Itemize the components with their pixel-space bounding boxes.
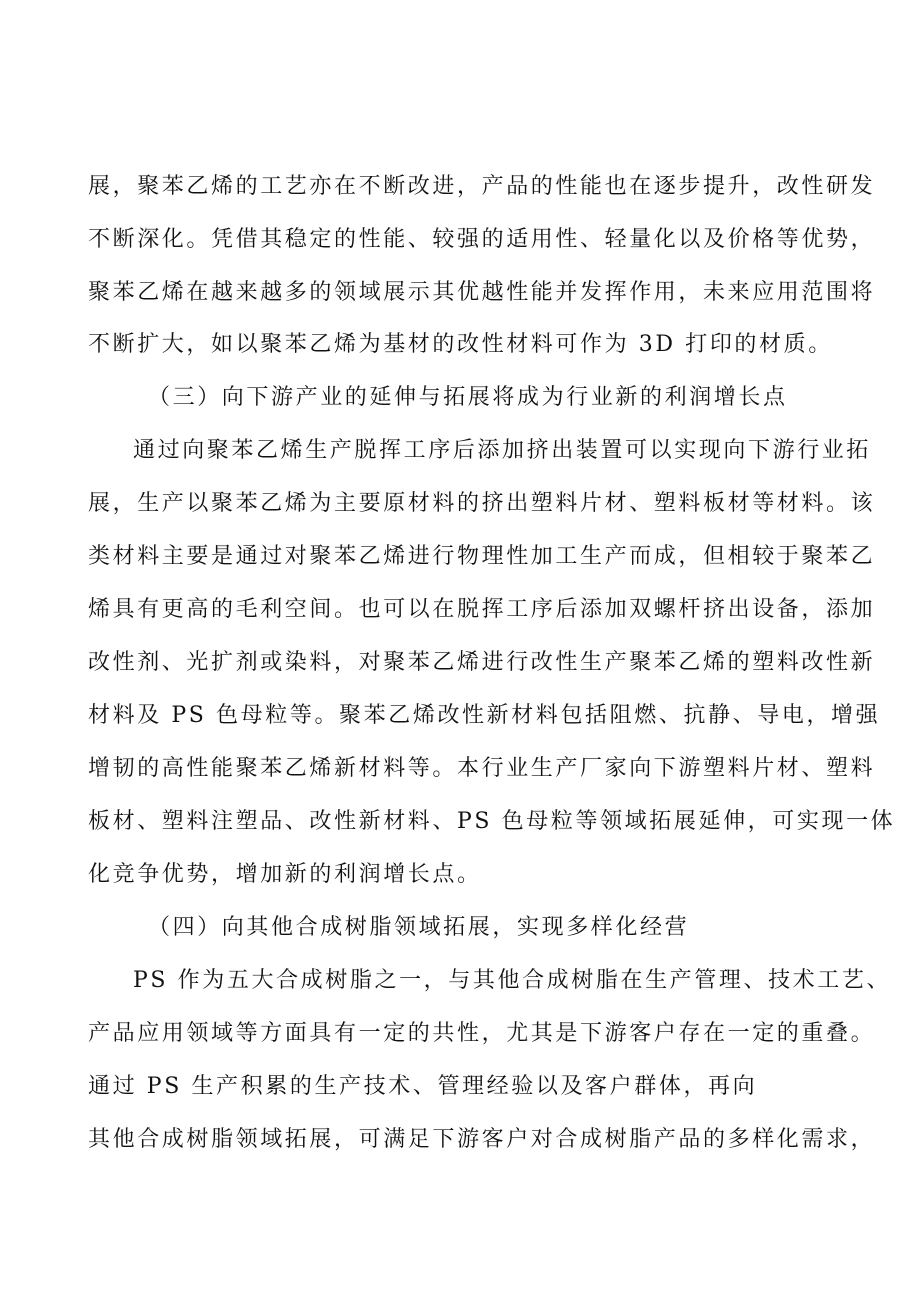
paragraph-line: 类材料主要是通过对聚苯乙烯进行物理性加工生产而成，但相较于聚苯乙 xyxy=(88,544,876,569)
paragraph-line: 其他合成树脂领域拓展，可满足下游客户对合成树脂产品的多样化需求， xyxy=(88,1127,876,1152)
paragraph-line: 改性剂、光扩剂或染料，对聚苯乙烯进行改性生产聚苯乙烯的塑料改性新 xyxy=(88,650,876,675)
paragraph-line: 展，生产以聚苯乙烯为主要原材料的挤出塑料片材、塑料板材等材料。该 xyxy=(88,491,876,516)
paragraph-line: PS 作为五大合成树脂之一，与其他合成树脂在生产管理、技术工艺、 xyxy=(133,968,892,993)
paragraph-line: 材料及 PS 色母粒等。聚苯乙烯改性新材料包括阻燃、抗静、导电，增强 xyxy=(88,703,881,728)
section-heading: （四）向其他合成树脂领域拓展，实现多样化经营 xyxy=(148,915,690,940)
section-heading: （三）向下游产业的延伸与拓展将成为行业新的利润增长点 xyxy=(148,385,788,410)
paragraph-line: 烯具有更高的毛利空间。也可以在脱挥工序后添加双螺杆挤出设备，添加 xyxy=(88,597,876,622)
paragraph-line: 板材、塑料注塑品、改性新材料、PS 色母粒等领域拓展延伸，可实现一体 xyxy=(88,809,896,834)
paragraph-line: 化竞争优势，增加新的利润增长点。 xyxy=(88,862,482,887)
paragraph-line: 不断深化。凭借其稳定的性能、较强的适用性、轻量化以及价格等优势， xyxy=(88,227,876,252)
paragraph-line: 通过 PS 生产积累的生产技术、管理经验以及客户群体，再向 xyxy=(88,1074,758,1099)
paragraph-line: 产品应用领域等方面具有一定的共性，尤其是下游客户存在一定的重叠。 xyxy=(88,1021,876,1046)
paragraph-line: 展，聚苯乙烯的工艺亦在不断改进，产品的性能也在逐步提升，改性研发 xyxy=(88,174,876,199)
paragraph-line: 聚苯乙烯在越来越多的领域展示其优越性能并发挥作用，未来应用范围将 xyxy=(88,280,876,305)
paragraph-line: 不断扩大，如以聚苯乙烯为基材的改性材料可作为 3D 打印的材质。 xyxy=(88,332,833,357)
paragraph-line: 通过向聚苯乙烯生产脱挥工序后添加挤出装置可以实现向下游行业拓 xyxy=(133,438,872,463)
paragraph-line: 增韧的高性能聚苯乙烯新材料等。本行业生产厂家向下游塑料片材、塑料 xyxy=(88,756,876,781)
